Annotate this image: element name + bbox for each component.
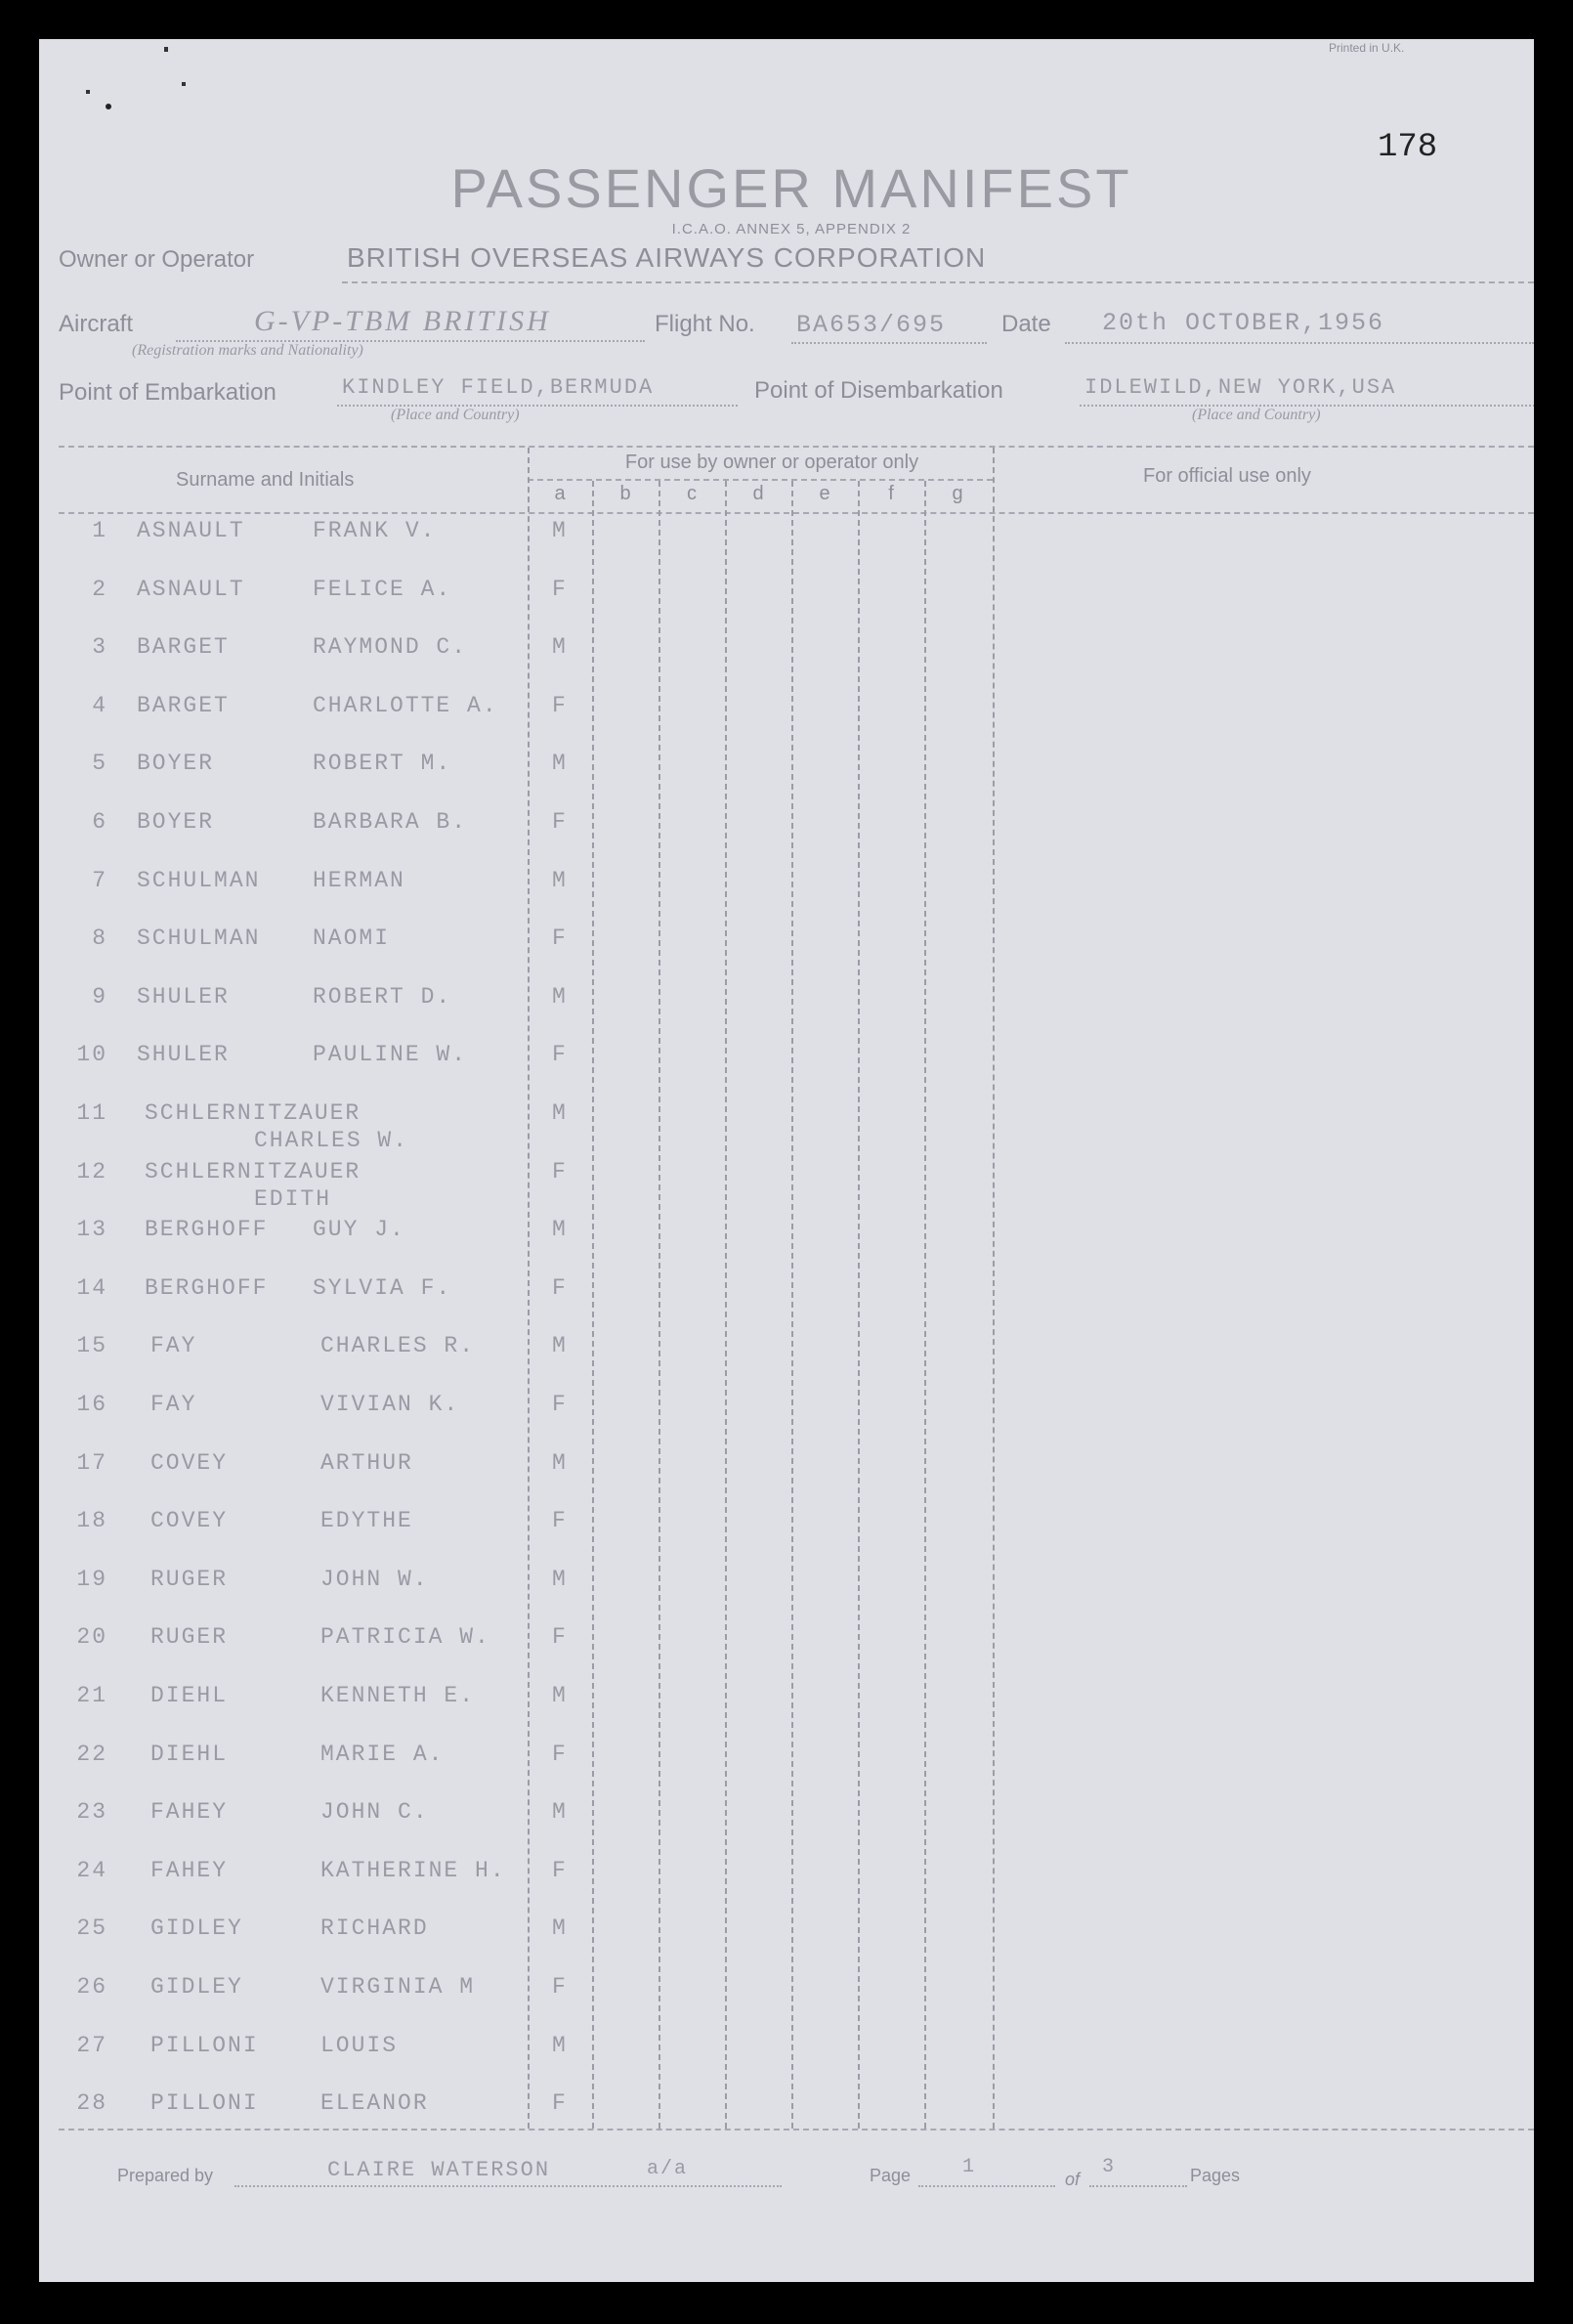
passenger-row [39, 1450, 1016, 1489]
speck [106, 104, 111, 109]
date-underline [1065, 342, 1534, 344]
passenger-number: 8 [92, 925, 107, 952]
passenger-sex: F [552, 1508, 568, 1534]
passenger-initials: CHARLES W. [254, 1128, 409, 1153]
passenger-surname: FAHEY [150, 1857, 229, 1883]
passenger-sex: F [552, 925, 568, 952]
passenger-surname: BARGET [137, 634, 230, 661]
passenger-sex: F [552, 576, 568, 602]
passenger-initials: RICHARD [320, 1915, 429, 1942]
passenger-number: 25 [76, 1915, 107, 1942]
page-underline [918, 2185, 1055, 2187]
passenger-initials: PAULINE W. [313, 1042, 468, 1068]
passenger-number: 13 [76, 1217, 107, 1243]
passenger-initials: FRANK V. [313, 518, 437, 543]
passenger-row [39, 1275, 1016, 1314]
owner-underline [342, 281, 1534, 283]
passenger-surname: FAY [150, 1392, 197, 1417]
passenger-surname: ASNAULT [137, 518, 245, 543]
passenger-row [39, 751, 1016, 790]
passenger-initials: EDITH [254, 1185, 332, 1212]
passenger-surname: BARGET [137, 692, 230, 718]
passenger-number: 18 [76, 1508, 107, 1534]
subheader-e: e [819, 483, 830, 504]
passenger-row [39, 1392, 1016, 1431]
pages-label: Pages [1190, 2166, 1241, 2185]
passenger-number: 21 [76, 1683, 107, 1708]
passenger-sex: F [552, 1741, 568, 1767]
passenger-initials: VIRGINIA M [320, 1974, 476, 2000]
aircraft-note: (Registration marks and Nationality) [132, 342, 363, 359]
subheader-a: a [554, 483, 566, 504]
passenger-surname: RUGER [150, 1624, 229, 1651]
table-bottom-rule [59, 2129, 1534, 2130]
passenger-initials: CHARLOTTE A. [313, 692, 498, 718]
passenger-sex: M [552, 1100, 568, 1126]
prepared-by-underline [234, 2185, 782, 2187]
of-label: of [1065, 2170, 1081, 2189]
passenger-sex: F [552, 692, 568, 718]
subheader-f: f [888, 483, 894, 504]
passenger-number: 19 [76, 1566, 107, 1592]
passenger-sex: M [552, 1566, 568, 1592]
disembarkation-note: (Place and Country) [1192, 407, 1321, 423]
passenger-number: 12 [76, 1158, 107, 1184]
passenger-number: 17 [76, 1449, 107, 1476]
passenger-number: 28 [76, 2090, 107, 2117]
passenger-row [39, 868, 1016, 907]
passenger-number: 22 [76, 1741, 107, 1767]
passenger-surname: DIEHL [150, 1741, 229, 1767]
passenger-initials: SYLVIA F. [313, 1274, 452, 1301]
passenger-row [39, 1333, 1016, 1372]
passenger-surname: SCHULMAN [137, 925, 261, 952]
passenger-number: 4 [92, 692, 107, 718]
passenger-row [39, 1742, 1016, 1781]
passenger-row [39, 2033, 1016, 2072]
passenger-number: 7 [92, 867, 107, 893]
passenger-sex: M [552, 634, 568, 661]
passenger-sex: F [552, 809, 568, 835]
subheader-d: d [752, 483, 764, 504]
passenger-row [39, 1100, 1016, 1153]
passenger-row [39, 809, 1016, 848]
passenger-sex: F [552, 1392, 568, 1417]
page-stamp: 178 [1378, 129, 1438, 166]
official-use-header: For official use only [1143, 465, 1311, 487]
passenger-initials: JOHN C. [320, 1799, 429, 1826]
operator-use-header: For use by owner or operator only [624, 452, 919, 473]
passenger-number: 16 [76, 1392, 107, 1417]
flight-label: Flight No. [655, 311, 755, 337]
prepared-by-label: Prepared by [117, 2166, 214, 2185]
passenger-initials: RAYMOND C. [313, 634, 468, 661]
flight-underline [791, 342, 987, 344]
passenger-initials: PATRICIA W. [320, 1624, 490, 1651]
passenger-number: 9 [92, 983, 107, 1010]
passenger-sex: M [552, 1799, 568, 1826]
passenger-sex: F [552, 1158, 568, 1184]
passenger-sex: M [552, 1217, 568, 1243]
passenger-initials: ELEANOR [320, 2090, 429, 2117]
speck [86, 90, 90, 94]
passenger-initials: ARTHUR [320, 1449, 413, 1476]
passenger-initials: VIVIAN K. [320, 1392, 460, 1417]
passenger-surname: PILLONI [150, 2032, 259, 2058]
passenger-surname: BOYER [137, 751, 215, 777]
passenger-initials: MARIE A. [320, 1741, 445, 1767]
prepared-by-suffix: a/a [647, 2158, 689, 2180]
passenger-initials: CHARLES R. [320, 1333, 476, 1359]
passenger-initials: LOUIS [320, 2032, 399, 2058]
subheader-c: c [687, 483, 697, 504]
subheader-b: b [619, 483, 631, 504]
passenger-sex: M [552, 2032, 568, 2058]
passenger-row [39, 1042, 1016, 1081]
passenger-number: 24 [76, 1857, 107, 1883]
passenger-number: 11 [76, 1100, 107, 1126]
disembarkation-value: IDLEWILD,NEW YORK,USA [1084, 375, 1397, 400]
passenger-row [39, 518, 1016, 557]
passenger-sex: M [552, 751, 568, 777]
flight-value: BA653/695 [796, 311, 947, 339]
passenger-initials: NAOMI [313, 925, 391, 952]
passenger-initials: JOHN W. [320, 1566, 429, 1592]
embarkation-note: (Place and Country) [391, 407, 520, 423]
passenger-surname: FAHEY [150, 1799, 229, 1826]
passenger-initials: GUY J. [313, 1217, 405, 1243]
manifest-subtitle: I.C.A.O. ANNEX 5, APPENDIX 2 [671, 221, 912, 237]
passenger-surname: BERGHOFF [145, 1217, 269, 1243]
passenger-surname: GIDLEY [150, 1915, 243, 1942]
passenger-number: 20 [76, 1624, 107, 1651]
passenger-surname: ASNAULT [137, 576, 245, 602]
passenger-row [39, 1915, 1016, 1955]
passenger-row [39, 1624, 1016, 1663]
passenger-row [39, 1974, 1016, 2013]
passenger-row [39, 1567, 1016, 1606]
passenger-surname: SHULER [137, 1042, 230, 1068]
passenger-sex: F [552, 1042, 568, 1068]
page-total-underline [1089, 2185, 1187, 2187]
passenger-surname: DIEHL [150, 1683, 229, 1708]
embarkation-label: Point of Embarkation [59, 379, 276, 406]
passenger-sex: M [552, 867, 568, 893]
passenger-number: 14 [76, 1274, 107, 1301]
passenger-surname: FAY [150, 1333, 197, 1359]
passenger-surname: PILLONI [150, 2090, 259, 2117]
passenger-sex: M [552, 1333, 568, 1359]
passenger-number: 10 [76, 1042, 107, 1068]
passenger-surname: COVEY [150, 1508, 229, 1534]
passenger-number: 1 [92, 518, 107, 543]
page-number: 1 [962, 2156, 977, 2178]
passenger-row [39, 1858, 1016, 1897]
passenger-initials: KATHERINE H. [320, 1857, 506, 1883]
passenger-number: 2 [92, 576, 107, 602]
passenger-row [39, 634, 1016, 673]
passenger-row [39, 2090, 1016, 2130]
passenger-sex: F [552, 1974, 568, 2000]
passenger-number: 26 [76, 1974, 107, 2000]
aircraft-value: G-VP-TBM BRITISH [254, 305, 551, 337]
page-total: 3 [1102, 2156, 1117, 2178]
date-label: Date [1001, 311, 1051, 337]
passenger-row [39, 925, 1016, 965]
passenger-sex: M [552, 1449, 568, 1476]
passenger-row [39, 984, 1016, 1023]
aircraft-label: Aircraft [59, 311, 134, 337]
owner-label: Owner or Operator [59, 246, 255, 273]
passenger-number: 6 [92, 809, 107, 835]
passenger-sex: M [552, 518, 568, 543]
embarkation-value: KINDLEY FIELD,BERMUDA [342, 375, 655, 400]
table-top-rule [59, 446, 1534, 448]
passenger-row [39, 577, 1016, 616]
passenger-number: 3 [92, 634, 107, 661]
printer-note: Printed in U.K. [1329, 41, 1405, 55]
passenger-initials: HERMAN [313, 867, 405, 893]
passenger-sex: F [552, 1274, 568, 1301]
passenger-initials: FELICE A. [313, 576, 452, 602]
passenger-row [39, 693, 1016, 732]
passenger-surname: SCHULMAN [137, 867, 261, 893]
passenger-sex: M [552, 1683, 568, 1708]
passenger-row [39, 1217, 1016, 1256]
date-value: 20th OCTOBER,1956 [1102, 309, 1385, 337]
manifest-sheet [39, 39, 1534, 2282]
speck [164, 47, 168, 52]
owner-value: BRITISH OVERSEAS AIRWAYS CORPORATION [347, 242, 987, 273]
operator-header-rule [528, 479, 993, 481]
passenger-number: 27 [76, 2032, 107, 2058]
surname-header: Surname and Initials [176, 469, 355, 491]
passenger-sex: F [552, 1857, 568, 1883]
passenger-surname: GIDLEY [150, 1974, 243, 2000]
passenger-initials: ROBERT D. [313, 983, 452, 1010]
passenger-surname: BERGHOFF [145, 1274, 269, 1301]
passenger-row [39, 1799, 1016, 1838]
passenger-sex: M [552, 983, 568, 1010]
subheader-g: g [952, 483, 963, 504]
passenger-surname: RUGER [150, 1566, 229, 1592]
page-label: Page [870, 2166, 912, 2185]
passenger-initials: BARBARA B. [313, 809, 468, 835]
prepared-by-value: CLAIRE WATERSON [327, 2158, 551, 2182]
passenger-surname: SCHLERNITZAUER [145, 1100, 361, 1126]
disembarkation-label: Point of Disembarkation [754, 377, 1003, 404]
passenger-row [39, 1683, 1016, 1722]
passenger-surname: SHULER [137, 983, 230, 1010]
passenger-number: 15 [76, 1333, 107, 1359]
passenger-number: 5 [92, 751, 107, 777]
passenger-surname: COVEY [150, 1449, 229, 1476]
speck [182, 82, 186, 86]
passenger-surname: SCHLERNITZAUER [145, 1158, 361, 1184]
manifest-title: PASSENGER MANIFEST [450, 157, 1132, 219]
passenger-sex: F [552, 1624, 568, 1651]
table-header-rule [59, 512, 1534, 514]
passenger-surname: BOYER [137, 809, 215, 835]
passenger-row [39, 1508, 1016, 1547]
passenger-initials: KENNETH E. [320, 1683, 476, 1708]
passenger-initials: ROBERT M. [313, 751, 452, 777]
passenger-row [39, 1158, 1016, 1212]
passenger-sex: F [552, 2090, 568, 2117]
passenger-initials: EDYTHE [320, 1508, 413, 1534]
passenger-number: 23 [76, 1799, 107, 1826]
passenger-sex: M [552, 1915, 568, 1942]
